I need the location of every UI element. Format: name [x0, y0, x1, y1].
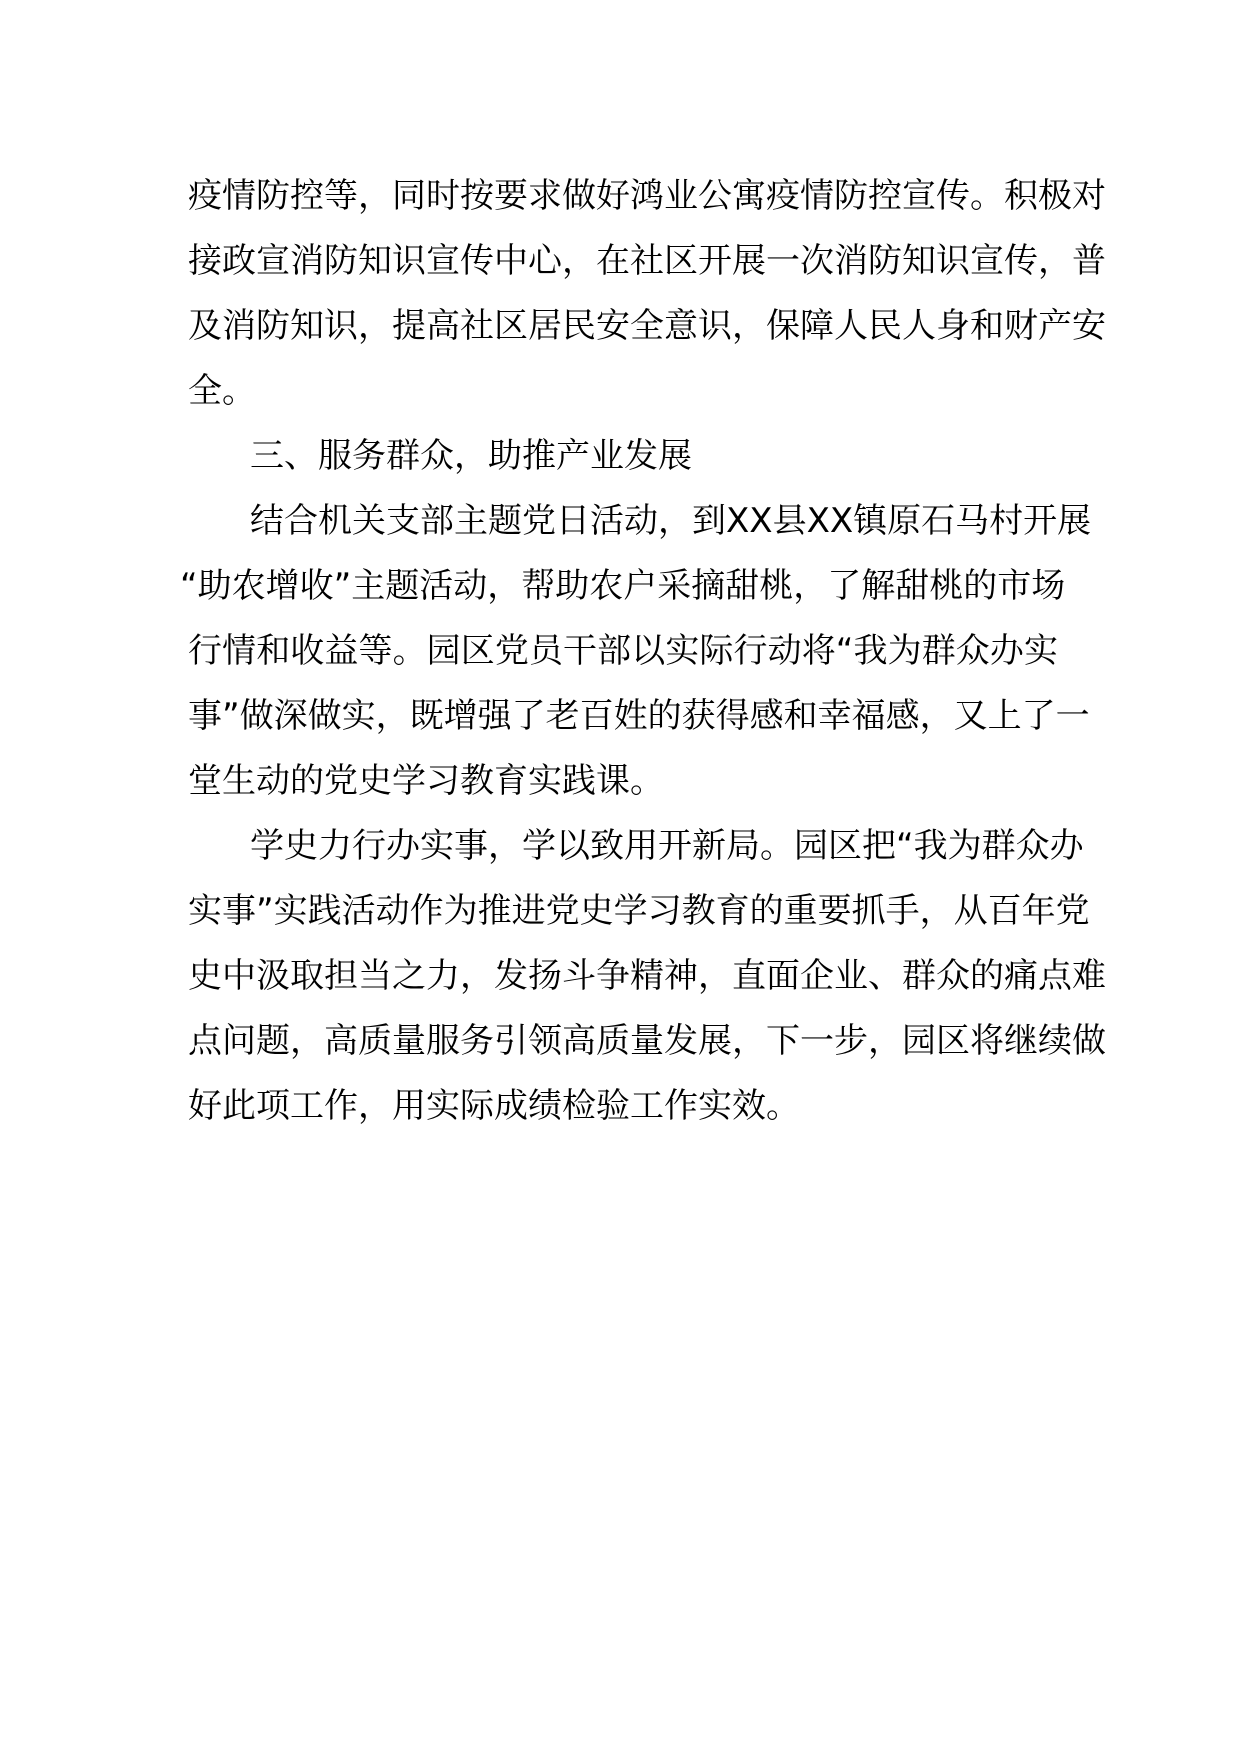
paragraph-conclusion: [188, 814, 1106, 1139]
text-line: 堂生动的党史学习教育实践课。: [188, 761, 664, 801]
text-line: 事”做深做实，既增强了老百姓的获得感和幸福感，又上了一: [188, 696, 1090, 736]
text-line: 疫情防控等，同时按要求做好鸿业公寓疫情防控宣传。积极对: [188, 176, 1106, 216]
text-line: 学史力行办实事，学以致用开新局。园区把“我为群众办: [250, 826, 1084, 866]
text-line: 史中汲取担当之力，发扬斗争精神，直面企业、群众的痛点难: [188, 956, 1106, 996]
text-line: 行情和收益等。园区党员干部以实际行动将“我为群众办实: [188, 631, 1058, 671]
text-line: 及消防知识，提高社区居民安全意识，保障人民人身和财产安: [188, 306, 1106, 346]
paragraph-party-day: [180, 489, 1092, 814]
text-line: 全。: [188, 371, 256, 411]
text-line: 点问题，高质量服务引领高质量发展，下一步，园区将继续做: [188, 1021, 1106, 1061]
text-line: 实事”实践活动作为推进党史学习教育的重要抓手，从百年党: [188, 891, 1090, 931]
text-line: “助农增收”主题活动，帮助农户采摘甜桃，了解甜桃的市场: [180, 566, 1066, 606]
section-heading-text: 三、服务群众，助推产业发展: [250, 436, 692, 476]
paragraph-fire-safety: [188, 164, 1106, 424]
text-line: 好此项工作，用实际成绩检验工作实效。: [188, 1086, 800, 1126]
text-line: 接政宣消防知识宣传中心，在社区开展一次消防知识宣传，普: [188, 241, 1106, 281]
section-heading: [188, 424, 1058, 489]
text-line: 结合机关支部主题党日活动，到XX县XX镇原石马村开展: [250, 501, 1092, 541]
document-body: [180, 164, 1106, 1139]
